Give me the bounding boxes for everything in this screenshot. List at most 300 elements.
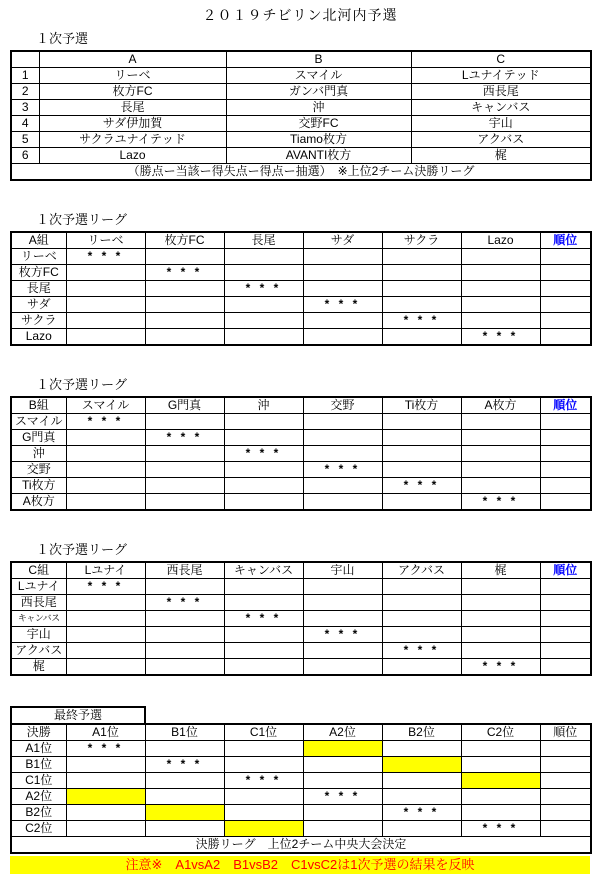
team-column-header: キャンバス [224,562,303,579]
slot-row-label: C1位 [11,773,66,789]
match-cell [461,249,540,265]
qualifier-footer-note: （勝点ー当該ー得失点ー得点ー抽選） ※上位2チーム決勝リーグ [11,164,591,181]
league-c-header-row [11,562,591,579]
match-cell [382,659,461,676]
team-row-label: Ti枚方 [11,478,66,494]
match-cell [145,741,224,757]
row-number: 4 [11,116,39,132]
match-cell [303,757,382,773]
match-cell [224,805,303,821]
rank-cell [540,329,591,346]
match-cell [382,265,461,281]
team-cell: スマイル [226,68,411,84]
slot-column-header: B1位 [145,724,224,741]
rank-cell [540,281,591,297]
team-row-label: アクバス [11,643,66,659]
match-cell [224,249,303,265]
match-cell [461,313,540,329]
match-cell [382,741,461,757]
row-number: 2 [11,84,39,100]
match-cell [66,659,145,676]
team-column-header: サクラ [382,232,461,249]
match-cell [66,281,145,297]
match-cell [145,281,224,297]
match-cell [145,478,224,494]
rank-cell [540,414,591,430]
row-number: 1 [11,68,39,84]
match-cell [224,265,303,281]
match-cell [224,297,303,313]
team-cell: Lazo [39,148,226,164]
column-header-a: A [39,51,226,68]
column-header-b: B [226,51,411,68]
final-header-row [11,724,591,741]
match-cell [66,821,145,837]
page-title: ２０１９チビリン北河内予選 [202,7,398,23]
match-cell [382,579,461,595]
table-row [11,821,591,837]
match-cell [461,643,540,659]
match-cell [461,741,540,757]
table-row [11,297,591,313]
match-cell [382,281,461,297]
team-row-label: 枚方FC [11,265,66,281]
table-row [11,659,591,676]
match-cell [461,611,540,627]
self-match-cell: * * * [224,446,303,462]
team-cell: リーベ [39,68,226,84]
column-header-c: C [411,51,591,68]
team-row-label: 沖 [11,446,66,462]
self-match-cell: * * * [382,643,461,659]
match-cell [303,805,382,821]
match-cell [145,249,224,265]
table-row [11,249,591,265]
self-match-cell: * * * [303,462,382,478]
team-column-header: 交野 [303,397,382,414]
match-cell [303,329,382,346]
match-cell [461,462,540,478]
match-cell [145,329,224,346]
final-section [0,706,600,854]
match-cell [382,789,461,805]
table-row [11,627,591,643]
team-row-label: Lazo [11,329,66,346]
table-row [11,68,591,84]
self-match-cell: * * * [382,313,461,329]
match-cell [145,462,224,478]
corner-cell [11,51,39,68]
match-cell [382,757,461,773]
rank-cell [540,627,591,643]
league-c-label: １次予選リーグ [36,542,128,557]
team-cell: サクラユナイテッド [39,132,226,148]
match-cell [461,265,540,281]
match-cell [461,773,540,789]
match-cell [66,297,145,313]
match-cell [382,611,461,627]
match-cell [461,579,540,595]
rank-cell [540,297,591,313]
match-cell [382,249,461,265]
table-row [11,132,591,148]
match-cell [461,595,540,611]
match-cell [66,430,145,446]
match-cell [382,462,461,478]
match-cell [461,627,540,643]
match-cell [303,446,382,462]
table-row [11,281,591,297]
rank-cell [540,643,591,659]
match-cell [303,659,382,676]
match-cell [303,313,382,329]
match-cell [224,329,303,346]
match-cell [461,281,540,297]
league-table-a [10,231,592,346]
match-cell [303,430,382,446]
rank-cell [540,462,591,478]
qualifier-header-row [11,51,591,68]
rank-cell [540,595,591,611]
self-match-cell: * * * [66,579,145,595]
table-row [11,446,591,462]
table-row [11,148,591,164]
table-row [11,579,591,595]
league-table-c [10,561,592,676]
league-b-label: １次予選リーグ [36,377,128,392]
team-column-header: サダ [303,232,382,249]
self-match-cell: * * * [461,821,540,837]
match-cell [224,478,303,494]
rank-cell [540,805,591,821]
self-match-cell: * * * [303,297,382,313]
match-cell [303,265,382,281]
slot-row-label: B1位 [11,757,66,773]
match-cell [224,643,303,659]
rank-column-header: 順位 [540,232,591,249]
rank-cell [540,430,591,446]
match-cell [66,643,145,659]
team-row-label: 交野 [11,462,66,478]
match-cell [461,757,540,773]
group-header: A組 [11,232,66,249]
slot-column-header: A1位 [66,724,145,741]
team-column-header: A枚方 [461,397,540,414]
spacer-cell [145,707,591,724]
team-cell: ガンバ門真 [226,84,411,100]
match-cell [145,446,224,462]
match-cell [303,478,382,494]
row-number: 6 [11,148,39,164]
match-cell [224,757,303,773]
match-cell [66,329,145,346]
match-cell [382,595,461,611]
slot-row-label: A1位 [11,741,66,757]
match-cell [66,265,145,281]
match-cell [145,313,224,329]
match-cell [303,741,382,757]
match-cell [66,805,145,821]
self-match-cell: * * * [66,249,145,265]
team-row-label: サダ [11,297,66,313]
match-cell [382,773,461,789]
self-match-cell: * * * [461,659,540,676]
self-match-cell: * * * [303,627,382,643]
rank-cell [540,659,591,676]
table-row [11,757,591,773]
table-row [11,773,591,789]
self-match-cell: * * * [461,329,540,346]
rank-column-header: 順位 [540,562,591,579]
team-cell: 枚方FC [39,84,226,100]
team-cell: 長尾 [39,100,226,116]
self-match-cell: * * * [66,741,145,757]
team-row-label: 西長尾 [11,595,66,611]
match-cell [382,430,461,446]
slot-column-header: A2位 [303,724,382,741]
match-cell [145,821,224,837]
match-cell [224,313,303,329]
match-cell [145,611,224,627]
match-cell [461,446,540,462]
match-cell [303,579,382,595]
match-cell [66,478,145,494]
table-row [11,611,591,627]
self-match-cell: * * * [224,773,303,789]
rank-cell [540,265,591,281]
table-row [11,430,591,446]
match-cell [224,462,303,478]
match-cell [224,789,303,805]
self-match-cell: * * * [382,478,461,494]
team-cell: 西長尾 [411,84,591,100]
match-cell [66,446,145,462]
match-cell [461,414,540,430]
match-cell [66,789,145,805]
table-row [11,494,591,511]
self-match-cell: * * * [145,430,224,446]
final-section-label: 最終予選 [11,707,145,724]
final-corner-header: 決勝 [11,724,66,741]
match-cell [224,821,303,837]
match-cell [66,773,145,789]
qualifier-footer-row [11,164,591,181]
qualifier-table [10,50,592,181]
team-column-header: G門真 [145,397,224,414]
match-cell [303,611,382,627]
table-row [11,116,591,132]
team-column-header: 宇山 [303,562,382,579]
self-match-cell: * * * [145,757,224,773]
match-cell [66,757,145,773]
team-cell: サダ伊加賀 [39,116,226,132]
final-label-row [11,707,591,724]
match-cell [382,414,461,430]
match-cell [224,414,303,430]
table-row [11,462,591,478]
match-cell [461,430,540,446]
league-table-b [10,396,592,511]
league-a-label: １次予選リーグ [36,212,128,227]
table-row [11,643,591,659]
match-cell [224,430,303,446]
rank-cell [540,249,591,265]
match-cell [382,627,461,643]
team-column-header: Lazo [461,232,540,249]
team-row-label: G門真 [11,430,66,446]
team-cell: Lユナイテッド [411,68,591,84]
rank-cell [540,494,591,511]
match-cell [461,805,540,821]
row-number: 3 [11,100,39,116]
group-header: B組 [11,397,66,414]
slot-column-header: B2位 [382,724,461,741]
team-column-header: 長尾 [224,232,303,249]
match-cell [145,805,224,821]
table-row [11,595,591,611]
team-cell: 交野FC [226,116,411,132]
rank-cell [540,478,591,494]
match-cell [145,627,224,643]
rank-cell [540,611,591,627]
table-row [11,329,591,346]
rank-column-header: 順位 [540,724,591,741]
match-cell [303,595,382,611]
match-cell [303,281,382,297]
self-match-cell: * * * [303,789,382,805]
rank-cell [540,446,591,462]
table-row [11,478,591,494]
match-cell [145,297,224,313]
match-cell [224,494,303,511]
slot-column-header: C1位 [224,724,303,741]
team-row-label: 宇山 [11,627,66,643]
self-match-cell: * * * [224,281,303,297]
table-row [11,805,591,821]
match-cell [224,741,303,757]
table-row [11,313,591,329]
team-column-header: スマイル [66,397,145,414]
table-row [11,84,591,100]
match-cell [303,249,382,265]
rank-cell [540,313,591,329]
team-column-header: 枚方FC [145,232,224,249]
match-cell [461,789,540,805]
team-row-label: A枚方 [11,494,66,511]
group-header: C組 [11,562,66,579]
slot-column-header: C2位 [461,724,540,741]
league-a-header-row [11,232,591,249]
team-row-label: サクラ [11,313,66,329]
match-cell [145,773,224,789]
slot-row-label: B2位 [11,805,66,821]
match-cell [66,313,145,329]
rank-cell [540,821,591,837]
rank-cell [540,579,591,595]
team-row-label: スマイル [11,414,66,430]
table-row [11,414,591,430]
slot-row-label: C2位 [11,821,66,837]
team-cell: 沖 [226,100,411,116]
slot-row-label: A2位 [11,789,66,805]
self-match-cell: * * * [461,494,540,511]
team-column-header: 沖 [224,397,303,414]
match-cell [66,611,145,627]
team-column-header: 西長尾 [145,562,224,579]
match-cell [303,494,382,511]
match-cell [224,659,303,676]
team-cell: アクバス [411,132,591,148]
row-number: 5 [11,132,39,148]
match-cell [382,821,461,837]
match-cell [145,494,224,511]
self-match-cell: * * * [145,595,224,611]
team-cell: 梶 [411,148,591,164]
table-row [11,789,591,805]
final-table [10,706,592,854]
match-cell [382,329,461,346]
final-footer-note: 決勝リーグ 上位2チーム中央大会決定 [11,837,591,854]
self-match-cell: * * * [382,805,461,821]
match-cell [224,627,303,643]
team-column-header: リーベ [66,232,145,249]
team-column-header: Ti枚方 [382,397,461,414]
match-cell [303,821,382,837]
match-cell [145,414,224,430]
rank-cell [540,789,591,805]
team-row-label: Lユナイ [11,579,66,595]
match-cell [145,643,224,659]
self-match-cell: * * * [66,414,145,430]
team-cell: キャンバス [411,100,591,116]
qualifier-label: １次予選 [36,31,89,46]
rank-cell [540,757,591,773]
match-cell [224,595,303,611]
team-row-label: キャンバス [11,611,66,627]
team-column-header: 梶 [461,562,540,579]
team-cell: 宇山 [411,116,591,132]
table-row [11,100,591,116]
match-cell [382,446,461,462]
match-cell [66,494,145,511]
self-match-cell: * * * [224,611,303,627]
team-cell: Tiamo枚方 [226,132,411,148]
match-cell [303,773,382,789]
match-cell [382,494,461,511]
team-row-label: 梶 [11,659,66,676]
match-cell [461,297,540,313]
team-row-label: 長尾 [11,281,66,297]
match-cell [461,478,540,494]
rank-cell [540,773,591,789]
attention-note: 注意※ A1vsA2 B1vsB2 C1vsC2は1次予選の結果を反映 [10,856,590,874]
team-column-header: Lユナイ [66,562,145,579]
self-match-cell: * * * [145,265,224,281]
table-row [11,741,591,757]
match-cell [303,414,382,430]
match-cell [66,595,145,611]
match-cell [145,789,224,805]
match-cell [224,579,303,595]
match-cell [382,297,461,313]
table-row [11,265,591,281]
team-column-header: アクバス [382,562,461,579]
rank-cell [540,741,591,757]
team-row-label: リーベ [11,249,66,265]
match-cell [145,659,224,676]
team-cell: AVANTI枚方 [226,148,411,164]
rank-column-header: 順位 [540,397,591,414]
